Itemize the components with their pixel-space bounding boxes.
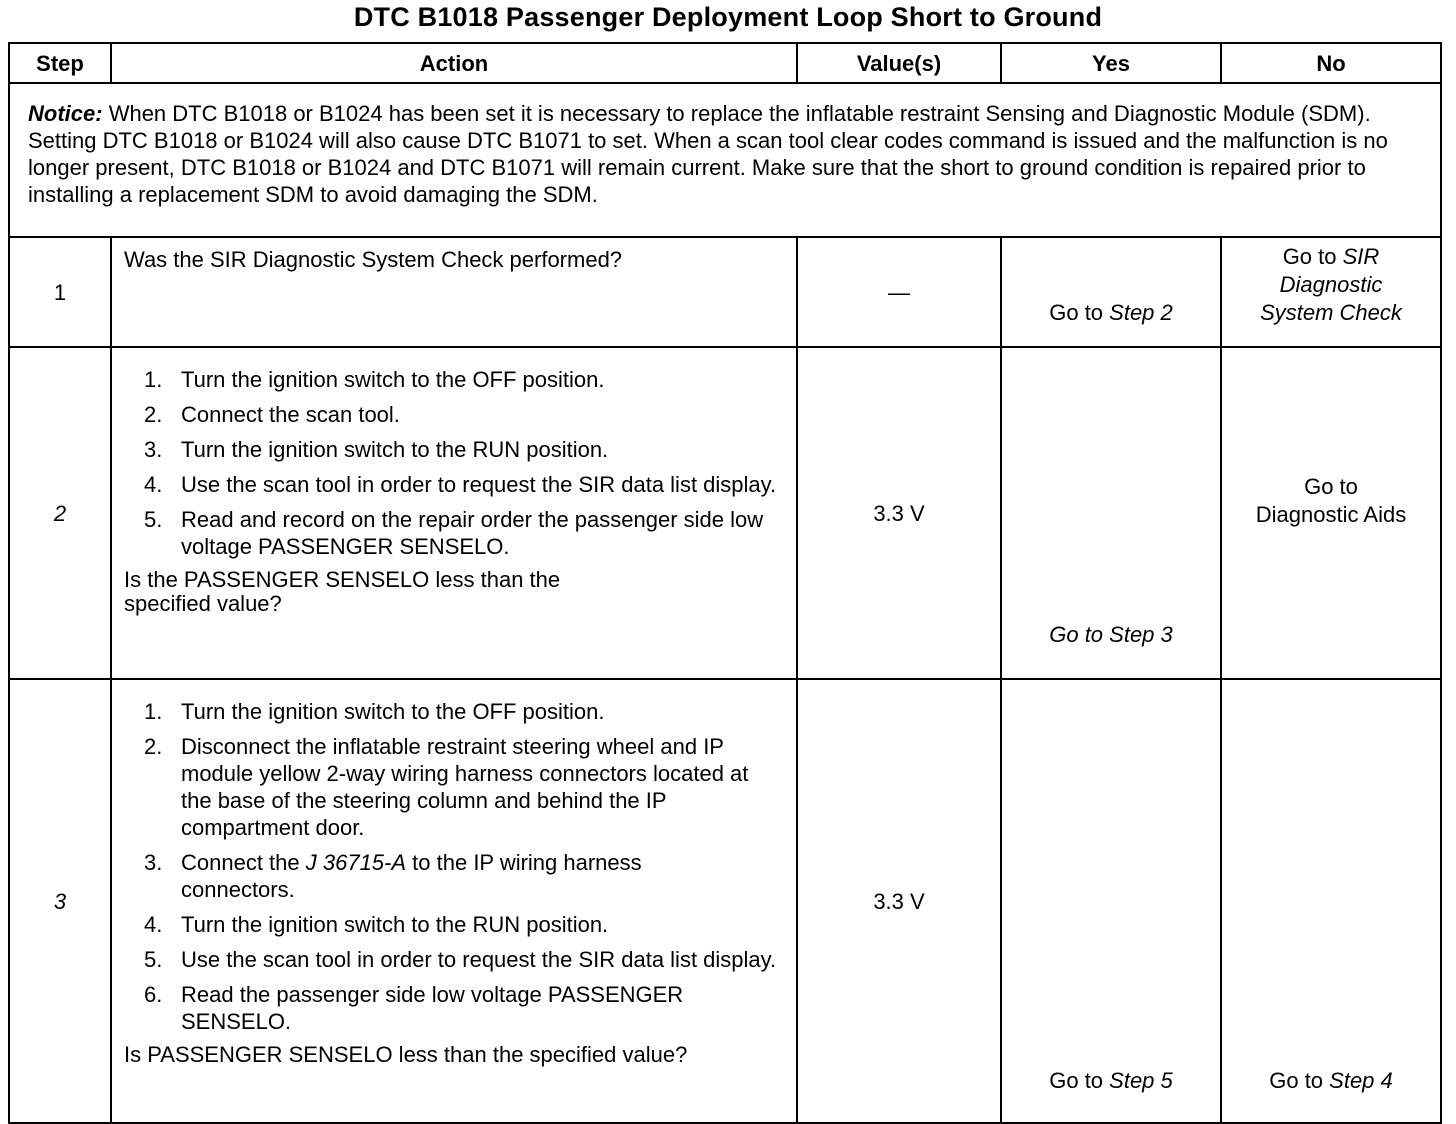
notice-text: When DTC B1018 or B1024 has been set it is necessary to replace the inflatable restraint Sensing and Diagnostic Module (SDM). Setting DTC B1018 or B1024 will also cause DTC B1071 to set. When a scan tool clear codes command is issued and the malfunction is no longer present, DTC B1018 or B1024 and DTC B1071 will remain current. Make sure that the short to ground condition is repaired prior to installing a replacement SDM to avoid damaging the SDM. bbox=[28, 101, 1388, 207]
no-prefix: Go to bbox=[1269, 1068, 1330, 1093]
yes-step-link[interactable]: Step 2 bbox=[1109, 300, 1173, 325]
no-prefix: Go to bbox=[1304, 474, 1358, 499]
action-cell bbox=[111, 679, 797, 1123]
table-header-row bbox=[9, 43, 1441, 83]
step-number: 2 bbox=[9, 347, 111, 679]
step-text-suffix: to the IP wiring harness connectors. bbox=[181, 850, 642, 902]
yes-action[interactable] bbox=[1002, 299, 1220, 326]
value-cell: 3.3 V bbox=[797, 347, 1001, 679]
step-text: Disconnect the inflatable restraint steering wheel and IP module yellow 2-way wiring harness connectors located at the base of the steering column and behind the IP compartment door. bbox=[181, 734, 749, 840]
yes-step-link[interactable]: Step 5 bbox=[1109, 1068, 1173, 1093]
list-item: 2. Disconnect the inflatable restraint steering wheel and IP module yellow 2-way wiring harness connectors located at the base of the steering column and behind the IP compartment door. bbox=[144, 734, 749, 840]
action-steps-list bbox=[124, 698, 786, 1035]
list-item: 5. Read and record on the repair order the passenger side low voltage PASSENGER SENSELO. bbox=[144, 507, 764, 559]
step-number: 1 bbox=[9, 237, 111, 347]
yes-step-link[interactable]: Go to Step 3 bbox=[1049, 622, 1173, 647]
list-item: 1. Turn the ignition switch to the OFF position. bbox=[144, 367, 605, 392]
action-steps-list bbox=[124, 366, 786, 560]
notice-cell bbox=[9, 83, 1441, 237]
step-text: Read the passenger side low voltage PASSENGER SENSELO. bbox=[181, 982, 684, 1034]
list-item: 4. Turn the ignition switch to the RUN position. bbox=[144, 912, 609, 937]
yes-prefix: Go to bbox=[1049, 1068, 1110, 1093]
step-text: Read and record on the repair order the passenger side low voltage PASSENGER SENSELO. bbox=[181, 507, 764, 559]
list-item: 1. Turn the ignition switch to the OFF position. bbox=[144, 699, 605, 724]
header-values: Value(s) bbox=[797, 43, 1001, 83]
no-ref-diagnostic[interactable]: Diagnostic bbox=[1279, 272, 1383, 297]
action-cell bbox=[111, 347, 797, 679]
no-cell bbox=[1221, 237, 1441, 347]
action-question: Is the PASSENGER SENSELO less than the specified value? bbox=[124, 567, 561, 616]
tool-reference: J 36715-A bbox=[305, 850, 407, 875]
yes-cell bbox=[1001, 347, 1221, 679]
no-ref-diagnostic-aids[interactable]: Diagnostic Aids bbox=[1255, 502, 1407, 527]
yes-prefix: Go to bbox=[1049, 300, 1110, 325]
no-action[interactable] bbox=[1222, 1067, 1440, 1094]
table-row bbox=[9, 347, 1441, 679]
list-item: 6. Read the passenger side low voltage PASSENGER SENSELO. bbox=[144, 982, 684, 1034]
step-text: Turn the ignition switch to the RUN position. bbox=[181, 437, 609, 462]
no-action[interactable] bbox=[1222, 473, 1440, 529]
no-cell bbox=[1221, 347, 1441, 679]
table-row bbox=[9, 679, 1441, 1123]
no-cell bbox=[1221, 679, 1441, 1123]
no-ref-system-check[interactable]: System Check bbox=[1260, 300, 1402, 325]
diagnostic-table bbox=[8, 42, 1442, 1124]
list-item: 4. Use the scan tool in order to request the SIR data list display. bbox=[144, 472, 777, 497]
no-action[interactable] bbox=[1222, 243, 1440, 327]
no-ref-sir[interactable]: SIR bbox=[1342, 244, 1380, 269]
step-text-prefix: Connect the bbox=[181, 850, 306, 875]
yes-cell bbox=[1001, 679, 1221, 1123]
notice-label: Notice: bbox=[28, 101, 103, 126]
action-cell bbox=[111, 237, 797, 347]
value-cell: — bbox=[797, 237, 1001, 347]
no-step-link[interactable]: Step 4 bbox=[1329, 1068, 1393, 1093]
step-text: Use the scan tool in order to request the SIR data list display. bbox=[181, 947, 777, 972]
page-title: DTC B1018 Passenger Deployment Loop Short to Ground bbox=[353, 2, 1103, 32]
yes-action[interactable] bbox=[1002, 1067, 1220, 1094]
list-item: 3. Turn the ignition switch to the RUN position. bbox=[144, 437, 609, 462]
no-prefix: Go to bbox=[1282, 244, 1343, 269]
header-action: Action bbox=[111, 43, 797, 83]
step-text: Turn the ignition switch to the OFF position. bbox=[181, 367, 605, 392]
step-number: 3 bbox=[9, 679, 111, 1123]
notice-row bbox=[9, 83, 1441, 237]
step-text: Turn the ignition switch to the RUN position. bbox=[181, 912, 609, 937]
header-step: Step bbox=[9, 43, 111, 83]
step-text: Turn the ignition switch to the OFF position. bbox=[181, 699, 605, 724]
yes-cell bbox=[1001, 237, 1221, 347]
list-item: 2. Connect the scan tool. bbox=[144, 402, 400, 427]
list-item: 3. Connect the J 36715-A to the IP wiring harness connectors. bbox=[144, 850, 642, 902]
value-cell: 3.3 V bbox=[797, 679, 1001, 1123]
list-item: 5. Use the scan tool in order to request the SIR data list display. bbox=[144, 947, 777, 972]
step-text: Connect the scan tool. bbox=[181, 402, 400, 427]
header-yes: Yes bbox=[1001, 43, 1221, 83]
step-text: Use the scan tool in order to request the SIR data list display. bbox=[181, 472, 777, 497]
action-question: Was the SIR Diagnostic System Check performed? bbox=[124, 247, 623, 272]
table-row bbox=[9, 237, 1441, 347]
action-question: Is PASSENGER SENSELO less than the specified value? bbox=[124, 1042, 688, 1067]
header-no: No bbox=[1221, 43, 1441, 83]
